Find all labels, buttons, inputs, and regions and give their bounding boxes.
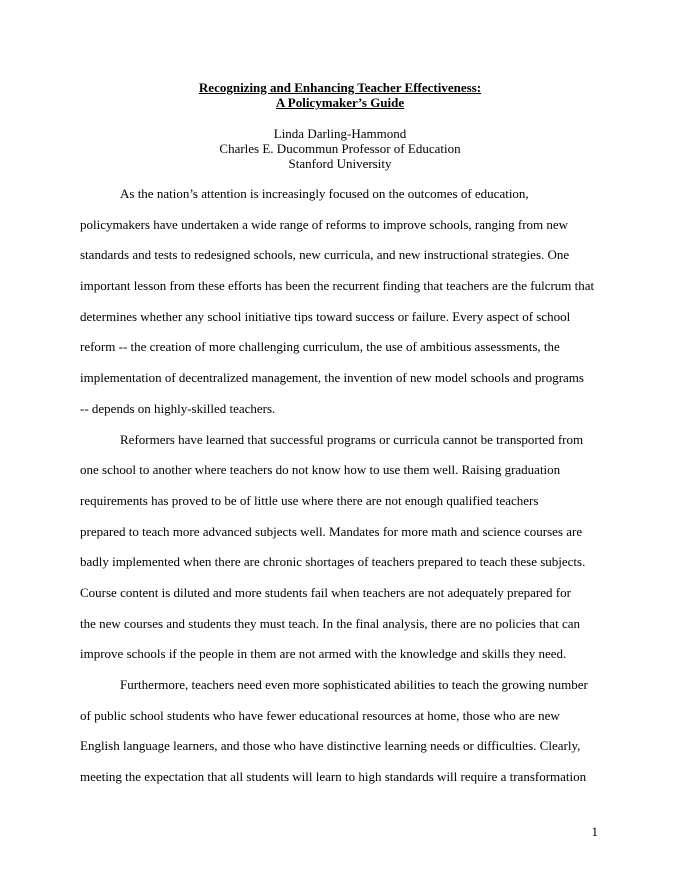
paragraph-1-line: policymakers have undertaken a wide range of reforms to improve schools, ranging from new <box>80 216 569 232</box>
paragraph-1-line: standards and tests to redesigned schools, new curricula, and new instructional strategies. One <box>80 247 570 263</box>
paragraph-1-line: implementation of decentralized management, the invention of new model schools and programs <box>80 370 584 386</box>
paragraph-2-line: prepared to teach more advanced subjects well. Mandates for more math and science courses are <box>80 523 583 539</box>
paragraph-3-line: meeting the expectation that all students will learn to high standards will require a transformation <box>80 769 587 785</box>
paragraph-1-line: reform -- the creation of more challenging curriculum, the use of ambitious assessments, the <box>80 339 560 355</box>
page-number: 1 <box>591 824 598 839</box>
paragraph-1-line: As the nation’s attention is increasingly focused on the outcomes of education, <box>120 186 529 201</box>
paragraph-2-line: the new courses and students they must teach. In the final analysis, there are no policies that can <box>80 615 580 631</box>
paragraph-3-line: of public school students who have fewer educational resources at home, those who are new <box>80 707 560 723</box>
body-text <box>80 184 600 798</box>
paragraph-2-line: one school to another where teachers do not know how to use them well. Raising graduation <box>80 462 561 478</box>
paragraph-2-line: Course content is diluted and more students fail when teachers are not adequately prepared for <box>80 584 571 600</box>
paragraph-3-line: Furthermore, teachers need even more sophisticated abilities to teach the growing number <box>120 677 588 692</box>
author-institution: Stanford University <box>288 156 392 171</box>
paragraph-2-line: requirements has proved to be of little use where there are not enough qualified teachers <box>80 492 539 508</box>
paragraph-2-line: improve schools if the people in them are not armed with the knowledge and skills they need. <box>80 646 567 662</box>
paragraph-1-line: -- depends on highly-skilled teachers. <box>80 400 276 416</box>
paragraph-1-line: important lesson from these efforts has been the recurrent finding that teachers are the fulcrum that <box>80 278 595 294</box>
paragraph-1-line: determines whether any school initiative tips toward success or failure. Every aspect of school <box>80 308 571 324</box>
author-position: Charles E. Ducommun Professor of Education <box>219 141 461 156</box>
author-name: Linda Darling-Hammond <box>273 126 407 141</box>
author-block <box>0 126 680 171</box>
paragraph-2-line: badly implemented when there are chronic shortages of teachers prepared to teach these subjects. <box>80 554 586 570</box>
paragraph-3-line: English language learners, and those who have distinctive learning needs or difficulties. Clearly, <box>80 738 581 754</box>
title-line-2: A Policymaker’s Guide <box>275 95 405 110</box>
title-line-1: Recognizing and Enhancing Teacher Effectiveness: <box>198 80 482 95</box>
paragraph-2-line: Reformers have learned that successful programs or curricula cannot be transported from <box>120 431 584 447</box>
document-title <box>0 80 680 110</box>
